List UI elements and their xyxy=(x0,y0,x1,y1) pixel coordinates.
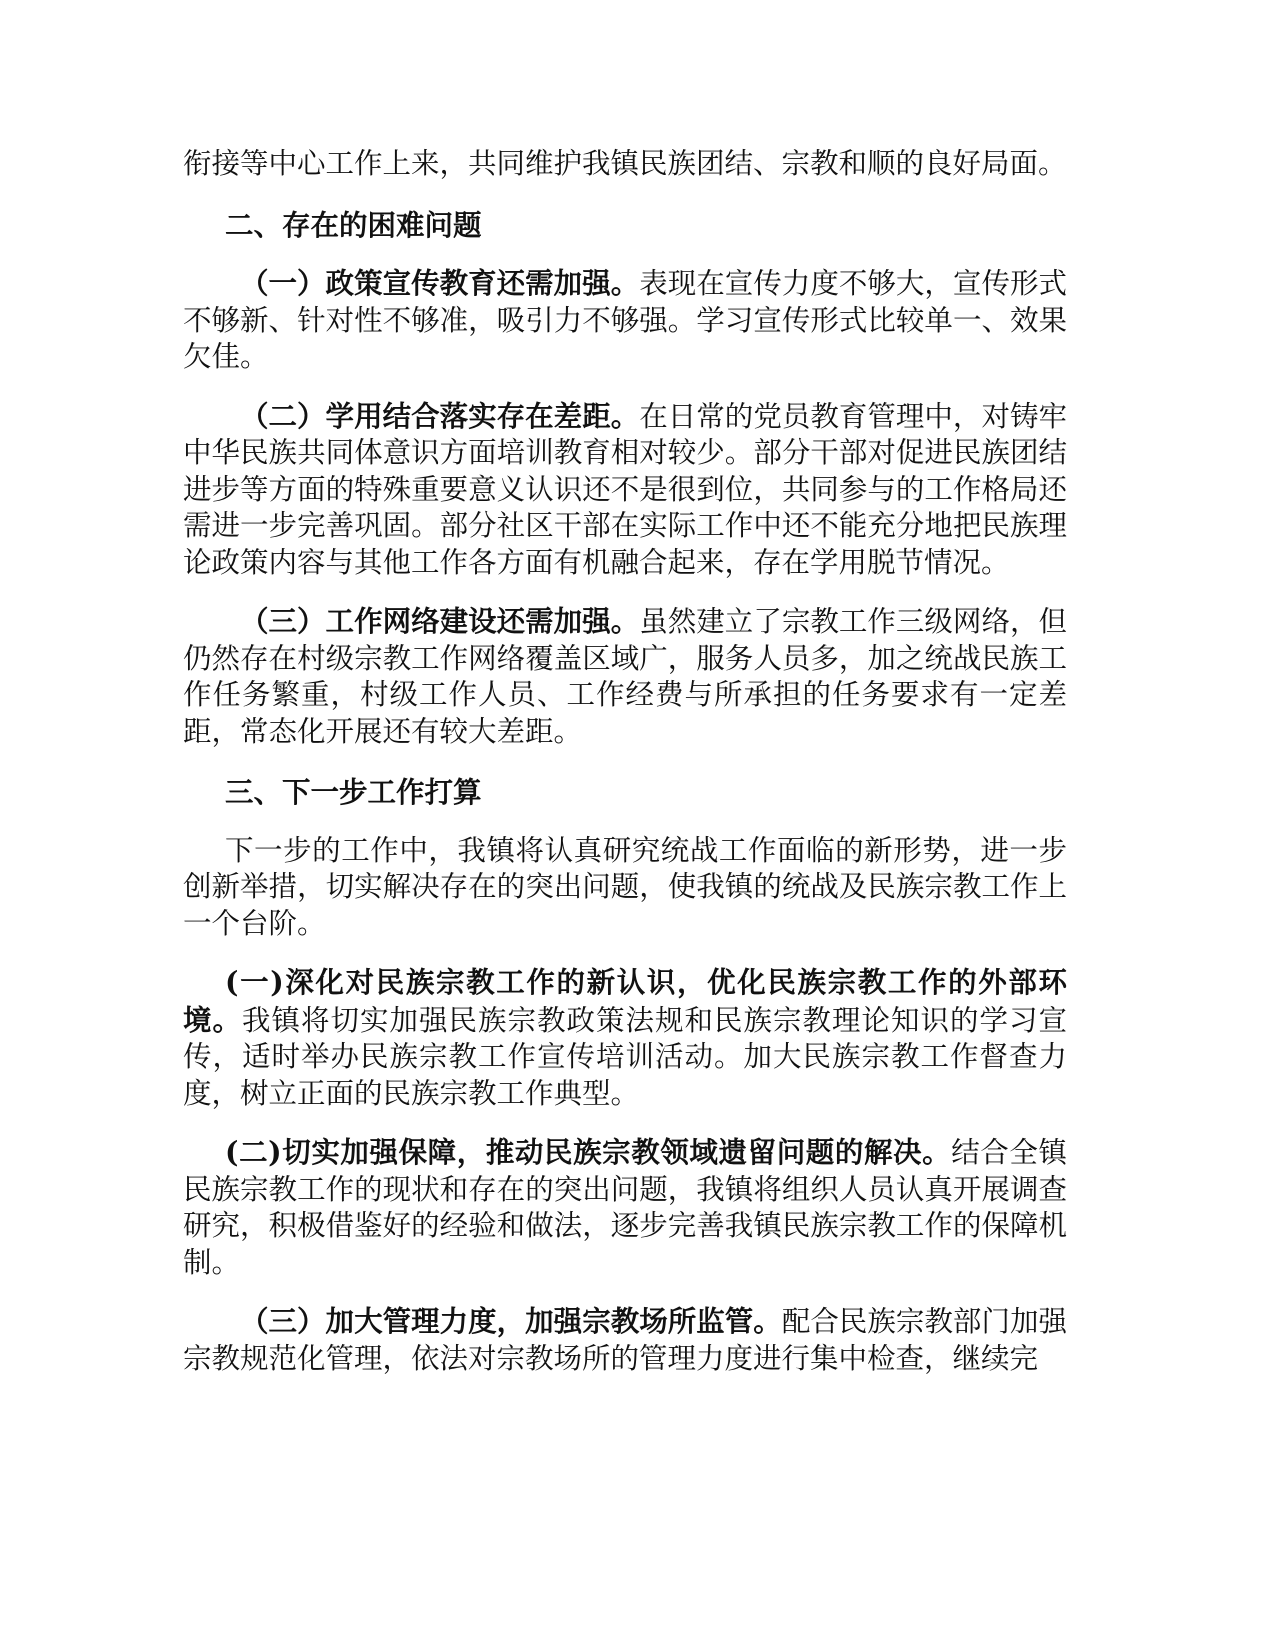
paragraph-lead: （三）加大管理力度，加强宗教场所监管。 xyxy=(240,1304,782,1338)
paragraph-text: 表现在宣传力度不够大，宣传形式不够新、针对性不够准，吸引力不够强。学习宣传形式比较单一、效果欠佳。 xyxy=(183,267,1067,373)
section-heading-next-steps: 三、下一步工作打算 xyxy=(225,775,482,809)
paragraph-management-supervision xyxy=(183,1303,1067,1377)
paragraph-text: 结合全镇民族宗教工作的现状和存在的突出问题，我镇将组织人员认真开展调查研究，积极借鉴好的经验和做法，逐步完善我镇民族宗教工作的保障机制。 xyxy=(183,1136,1067,1279)
paragraph-work-network xyxy=(183,603,1067,750)
paragraph-strengthen-guarantee xyxy=(183,1134,1067,1281)
paragraph-text: 衔接等中心工作上来，共同维护我镇民族团结、宗教和顺的良好局面。 xyxy=(183,147,1067,180)
paragraph-deepen-understanding xyxy=(183,964,1067,1112)
paragraph-next-steps-intro xyxy=(183,833,1067,943)
paragraph-text: 下一步的工作中，我镇将认真研究统战工作面临的新形势，进一步创新举措，切实解决存在的突出问题，使我镇的统战及民族宗教工作上一个台阶。 xyxy=(183,833,1067,940)
paragraph-text: 配合民族宗教部门加强宗教规范化管理，依法对宗教场所的管理力度进行集中检查，继续完 xyxy=(183,1305,1067,1375)
paragraph-text: 我镇将切实加强民族宗教政策法规和民族宗教理论知识的学习宣传，适时举办民族宗教工作宣传培训活动。加大民族宗教工作督查力度，树立正面的民族宗教工作典型。 xyxy=(183,1003,1067,1110)
paragraph-lead: （二）学用结合落实存在差距。 xyxy=(240,398,640,433)
section-heading-difficulties: 二、存在的困难问题 xyxy=(225,207,482,242)
intro-continuation-paragraph xyxy=(183,146,1067,183)
paragraph-lead: （三）工作网络建设还需加强。 xyxy=(240,604,640,638)
paragraph-study-application-gap xyxy=(183,398,1067,582)
paragraph-lead: （一）政策宣传教育还需加强。 xyxy=(240,266,640,300)
paragraph-policy-publicity xyxy=(183,265,1067,376)
document-page xyxy=(183,146,1067,1377)
paragraph-text: 虽然建立了宗教工作三级网络，但仍然存在村级宗教工作网络覆盖区域广，服务人员多，加之统战民族工作任务繁重，村级工作人员、工作经费与所承担的任务要求有一定差距，常态化开展还有较大差距。 xyxy=(183,605,1067,748)
paragraph-text: 在日常的党员教育管理中，对铸牢中华民族共同体意识方面培训教育相对较少。部分干部对促进民族团结进步等方面的特殊重要意义认识还不是很到位，共同参与的工作格局还需进一步完善巩固。部分社区干部在实际工作中还不能充分地把民族理论政策内容与其他工作各方面有机融合起来，存在学用脱节情况。 xyxy=(183,399,1067,579)
paragraph-lead: (一)深化对民族宗教工作的新认识，优化民族宗教工作的外部环境。 xyxy=(183,965,1067,1037)
paragraph-lead: (二)切实加强保障，推动民族宗教领域遗留问题的解决。 xyxy=(225,1135,952,1169)
